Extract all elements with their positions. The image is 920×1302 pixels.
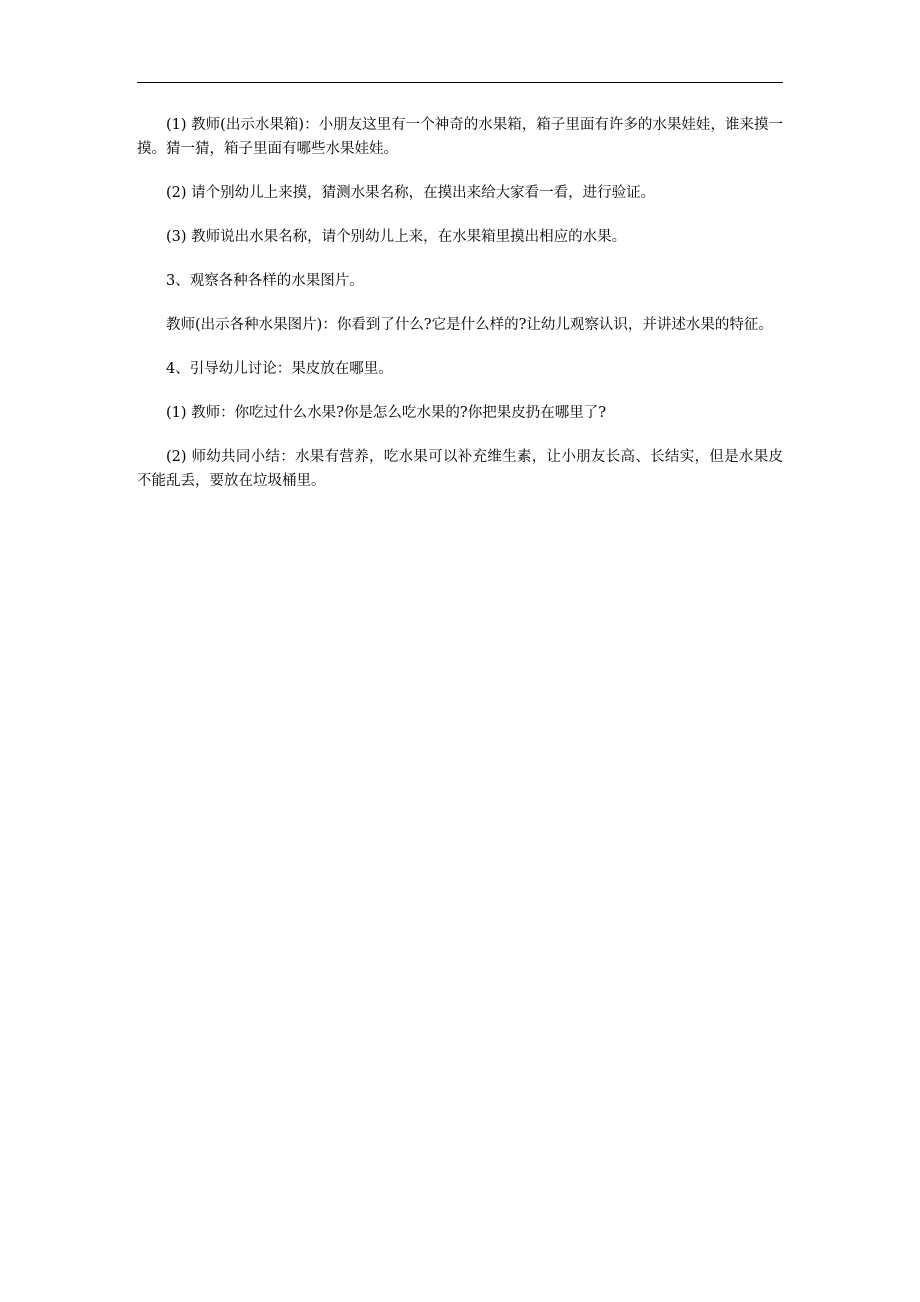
header-rule: [137, 82, 783, 83]
paragraph-5: 教师(出示各种水果图片)：你看到了什么?它是什么样的?让幼儿观察认识，并讲述水果的特征。: [166, 317, 773, 333]
paragraph-1: (1) 教师(出示水果箱)：小朋友这里有一个神奇的水果箱，箱子里面有许多的水果娃娃，谁来摸一摸。猜一猜，箱子里面有哪些水果娃娃。: [137, 117, 783, 157]
document-body: [137, 113, 783, 513]
paragraph-8: (2) 师幼共同小结：水果有营养，吃水果可以补充维生素，让小朋友长高、长结实，但是水果皮不能乱丢，要放在垃圾桶里。: [137, 449, 783, 489]
paragraph-7: (1) 教师：你吃过什么水果?你是怎么吃水果的?你把果皮扔在哪里了?: [166, 405, 606, 421]
section-heading-4: 4、引导幼儿讨论：果皮放在哪里。: [166, 361, 393, 377]
section-heading-3: 3、观察各种各样的水果图片。: [166, 273, 364, 289]
paragraph-3: (3) 教师说出水果名称，请个别幼儿上来，在水果箱里摸出相应的水果。: [166, 229, 627, 245]
paragraph-2: (2) 请个别幼儿上来摸，猜测水果名称，在摸出来给大家看一看，进行验证。: [166, 185, 656, 201]
